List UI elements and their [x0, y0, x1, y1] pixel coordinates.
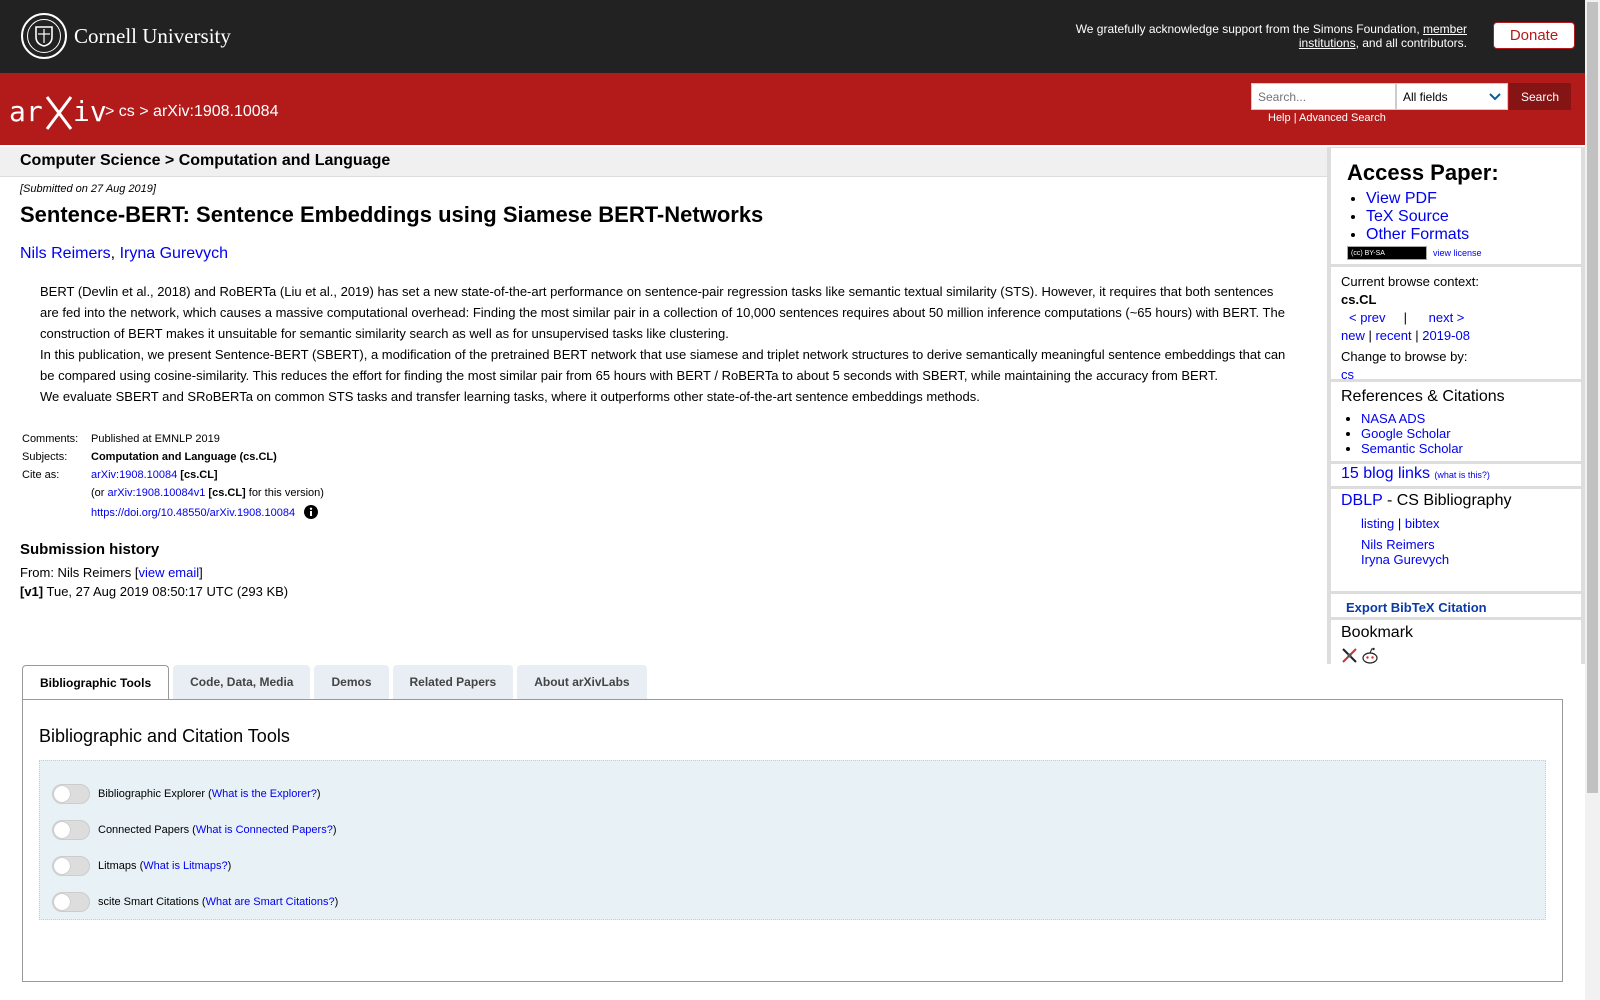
view-license-link[interactable]: view license [1433, 248, 1482, 258]
scrollbar-thumb[interactable] [1587, 2, 1598, 793]
submission-version [20, 584, 1310, 599]
new-link[interactable]: new [1341, 328, 1365, 343]
breadcrumb-cs[interactable]: cs [118, 103, 135, 120]
cite-version [89, 484, 326, 502]
search-button[interactable]: Search [1509, 83, 1571, 110]
export-bibtex-box [1331, 594, 1581, 617]
tool-name: Litmaps [98, 860, 137, 872]
help-links [1268, 112, 1386, 124]
search-field-select[interactable] [1396, 83, 1508, 110]
submission-history-title: Submission history [20, 541, 160, 558]
export-bibtex-link[interactable]: Export BibTeX Citation [1346, 600, 1487, 615]
abstract-paragraph: BERT (Devlin et al., 2018) and RoBERTa (Liu et al., 2019) has set a new state-of-the-art performance on sentence-pair regression tasks like semantic textual similarity (STS). However, it requires that both sentences are fed into the network, which causes a massive computational overhead: Finding the most similar pair in a collection of 10,000 sentences requires about 50 million inference computations (~65 hours) with BERT. The construction of BERT makes it unsuitable for semantic similarity search as well as for unsupervised tasks like clustering. [40, 284, 1285, 341]
cornell-logo[interactable] [21, 13, 231, 59]
tool-row: Bibliographic Explorer ( What is the Explorer? ) [40, 776, 1545, 812]
cite-v1-link[interactable]: arXiv:1908.10084v1 [107, 487, 206, 499]
dblp-authors [1341, 537, 1571, 567]
paper-title: Sentence-BERT: Sentence Embeddings using Siamese BERT-Networks [20, 202, 764, 227]
from-suffix: ] [199, 565, 203, 580]
access-item [1366, 226, 1571, 244]
recent-link[interactable]: recent [1375, 328, 1412, 343]
doi-row [20, 502, 326, 522]
prev-link[interactable]: < prev [1349, 310, 1386, 325]
tab-about-arxivlabs[interactable]: About arXivLabs [517, 665, 646, 699]
toggle-knob [54, 894, 70, 910]
search-field-value: All fields [1403, 89, 1448, 104]
tool-help-link[interactable]: What are Smart Citations? [205, 896, 335, 908]
abstract-paragraph: We evaluate SBERT and SRoBERTa on common STS tasks and transfer learning tasks, where it outperforms other state-of-the-art sentence embeddings methods. [40, 389, 980, 404]
prev-next-nav [1341, 309, 1571, 327]
cite-v1-category: [cs.CL] [208, 487, 246, 499]
toggle-knob [54, 822, 70, 838]
help-separator: | [1293, 112, 1297, 124]
bibsonomy-icon[interactable] [1341, 647, 1358, 664]
subjects-label: Subjects: [22, 451, 68, 463]
bookmark-title: Bookmark [1341, 624, 1414, 641]
tools-list [39, 760, 1546, 920]
chevron-down-icon [1489, 93, 1501, 101]
references-title: References & Citations [1341, 388, 1505, 405]
access-paper-title: Access Paper: [1347, 160, 1499, 185]
context-label: Current browse context: [1341, 274, 1480, 289]
subjects-value: Computation and Language (cs.CL) [91, 451, 277, 463]
abstract-paragraph: In this publication, we present Sentence-BERT (SBERT), a modification of the pretrained BERT network that use siamese and triplet network structures to derive semantically meaningful sentence embeddings that can be compared using cosine-similarity. This reduces the effort for finding the most similar pair from 65 hours with BERT / RoBERTa to about 5 seconds with SBERT, while maintaining the accuracy from BERT. [40, 347, 1286, 383]
scite-toggle[interactable] [52, 892, 90, 912]
tool-name: Bibliographic Explorer [98, 788, 205, 800]
reference-item [1361, 411, 1571, 426]
category-header: Computer Science > Computation and Language [0, 147, 1327, 177]
bookmark-icons [1341, 647, 1571, 665]
cite-label: Cite as: [22, 469, 60, 481]
metadata-table [20, 430, 326, 522]
paper-main [20, 178, 1310, 599]
cite-id-link[interactable]: arXiv:1908.10084 [91, 469, 178, 481]
advanced-search-link[interactable]: Advanced Search [1299, 112, 1386, 124]
reddit-icon[interactable] [1361, 647, 1379, 665]
tool-help-link[interactable]: What is Litmaps? [143, 860, 228, 872]
tool-help-link[interactable]: What is the Explorer? [211, 788, 317, 800]
svg-text:iv: iv [73, 95, 107, 128]
member-institutions-link[interactable]: member institutions [1298, 22, 1467, 50]
cite-category: [cs.CL] [180, 469, 218, 481]
access-item [1366, 190, 1571, 208]
abstract [40, 281, 1290, 407]
search-input[interactable] [1251, 83, 1396, 110]
cc-license-icon[interactable]: (cc) BY-SA [1347, 246, 1427, 260]
support-text: We gratefully acknowledge support from the Simons Foundation, [1075, 22, 1423, 36]
context-value: cs.CL [1341, 292, 1377, 307]
or-suffix: for this version) [245, 487, 324, 499]
references-list [1341, 411, 1571, 456]
access-links [1341, 190, 1571, 244]
cite-value [89, 466, 326, 484]
cite-version-row [20, 484, 326, 502]
labs-tabs [22, 665, 1563, 699]
license-badge-text: BY-SA [1364, 249, 1385, 257]
arxiv-logo[interactable] [9, 91, 107, 136]
change-browse-label: Change to browse by: [1341, 349, 1468, 364]
help-link[interactable]: Help [1268, 112, 1291, 124]
cornell-seal-icon [21, 13, 67, 59]
breadcrumb-sep: > [139, 103, 149, 120]
dblp-title [1341, 492, 1571, 510]
tab-bibliographic-tools[interactable]: Bibliographic Tools [22, 665, 169, 700]
view-pdf-link[interactable]: View PDF [1366, 190, 1437, 207]
empty-cell [20, 502, 89, 522]
tab-code-data-media[interactable]: Code, Data, Media [173, 665, 310, 699]
nasa-ads-link[interactable]: NASA ADS [1361, 411, 1426, 426]
tab-panel [22, 699, 1563, 982]
arxiv-header [0, 73, 1585, 145]
arxivlabs-section [22, 665, 1563, 982]
dblp-box [1331, 489, 1581, 591]
other-formats-link[interactable]: Other Formats [1366, 226, 1470, 243]
toggle-knob [54, 786, 70, 802]
reference-item [1361, 441, 1571, 456]
sidebar [1327, 147, 1585, 664]
access-paper-box [1331, 148, 1581, 264]
doi-cell [89, 502, 326, 522]
semantic-scholar-link[interactable]: Semantic Scholar [1361, 441, 1463, 456]
author-separator: , [110, 245, 120, 262]
dblp-suffix: - CS Bibliography [1382, 492, 1512, 509]
submission-date: [Submitted on 27 Aug 2019] [20, 183, 156, 195]
vertical-scrollbar[interactable] [1585, 0, 1600, 1000]
toggle-knob [54, 858, 70, 874]
tool-help-link[interactable]: What is Connected Papers? [195, 824, 333, 836]
google-scholar-link[interactable]: Google Scholar [1361, 426, 1451, 441]
submission-from [20, 565, 1310, 580]
donate-button[interactable]: Donate [1493, 22, 1575, 49]
cornell-name: Cornell University [74, 23, 231, 48]
dblp-links: listing | bibtex [1361, 516, 1440, 531]
tool-row: Connected Papers ( What is Connected Papers? ) [40, 812, 1545, 848]
nav-separator: | [1403, 310, 1407, 325]
tool-row: Litmaps ( What is Litmaps? ) [40, 848, 1545, 884]
reference-item [1361, 426, 1571, 441]
doi-link[interactable]: https://doi.org/10.48550/arXiv.1908.10084 [91, 507, 296, 519]
bibliographic-explorer-toggle[interactable] [52, 784, 90, 804]
cite-row [20, 466, 326, 484]
authors [20, 245, 1310, 263]
dblp-author-link[interactable]: Iryna Gurevych [1361, 552, 1450, 567]
license-row [1347, 246, 1571, 260]
dblp-listing-link[interactable]: listing [1361, 516, 1395, 531]
svg-text:ar: ar [9, 95, 43, 128]
comments-row [20, 430, 326, 448]
comments-value: Published at EMNLP 2019 [91, 433, 220, 445]
comments-label: Comments: [22, 433, 79, 445]
breadcrumb-sep: > [105, 103, 115, 120]
view-email-link[interactable]: view email [138, 565, 200, 580]
panel-title: Bibliographic and Citation Tools [39, 726, 290, 746]
browse-context-box [1331, 267, 1581, 382]
litmaps-toggle[interactable] [52, 856, 90, 876]
cornell-header [0, 0, 1585, 73]
browse-cs-link[interactable]: cs [1341, 367, 1354, 382]
dblp-author-link[interactable]: Nils Reimers [1361, 537, 1435, 552]
info-icon[interactable] [304, 505, 318, 519]
tab-related-papers[interactable]: Related Papers [393, 665, 514, 699]
support-tail: , and all contributors. [1355, 36, 1467, 50]
browse-links: new | recent | 2019-08 [1341, 328, 1470, 343]
author-link[interactable]: Iryna Gurevych [119, 245, 229, 262]
tool-name: Connected Papers [98, 824, 190, 836]
or-prefix: (or [91, 487, 108, 499]
blog-links-link[interactable]: 15 blog links [1341, 465, 1430, 482]
dblp-bibtex-link[interactable]: bibtex [1404, 516, 1440, 531]
version-text: Tue, 27 Aug 2019 08:50:17 UTC (293 KB) [43, 584, 289, 599]
month-link[interactable]: 2019-08 [1422, 328, 1470, 343]
connected-papers-toggle[interactable] [52, 820, 90, 840]
breadcrumb-paper-id: arXiv:1908.10084 [153, 103, 279, 120]
tex-source-link[interactable]: TeX Source [1366, 208, 1449, 225]
empty-cell [20, 484, 89, 502]
next-link[interactable]: next > [1428, 310, 1465, 325]
references-box [1331, 382, 1581, 461]
arxiv-logo-icon [9, 91, 107, 131]
support-acknowledgement [1057, 22, 1467, 50]
from-prefix: From: Nils Reimers [ [20, 565, 139, 580]
tool-row: scite Smart Citations ( What are Smart Citations? ) [40, 884, 1545, 920]
version-label: [v1] [20, 584, 44, 599]
author-link[interactable]: Nils Reimers [20, 245, 111, 262]
dblp-link[interactable]: DBLP [1341, 492, 1383, 509]
tool-name: scite Smart Citations [98, 896, 199, 908]
what-is-this-link[interactable]: (what is this?) [1434, 470, 1490, 480]
subjects-row [20, 448, 326, 466]
breadcrumb [105, 103, 278, 121]
access-item [1366, 208, 1571, 226]
blog-links-box [1331, 464, 1581, 486]
tab-demos[interactable]: Demos [314, 665, 388, 699]
